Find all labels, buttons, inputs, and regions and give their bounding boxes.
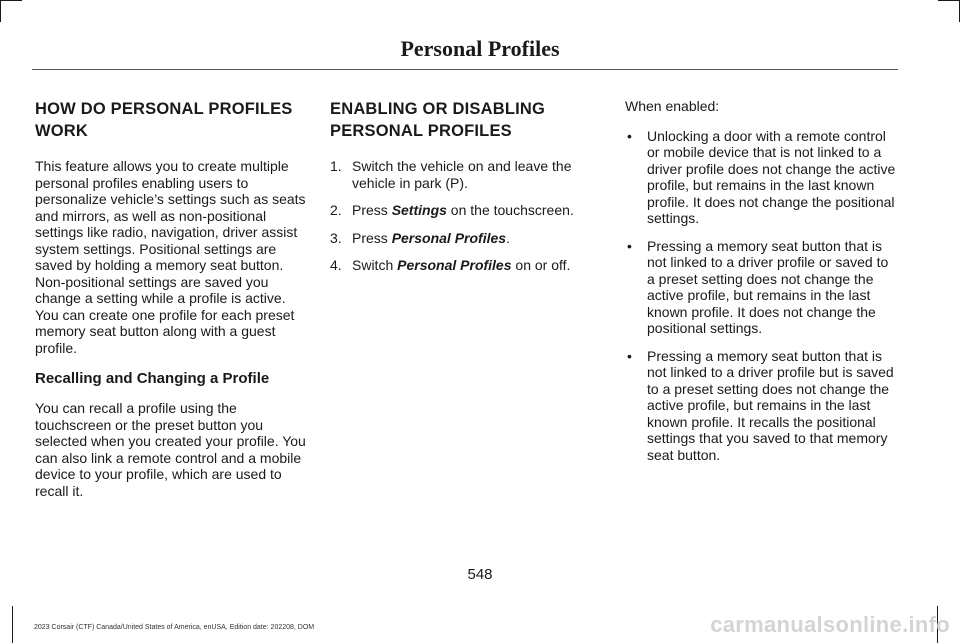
- step-item: [330, 202, 576, 219]
- step-text-pre: Switch: [352, 257, 398, 273]
- crop-mark-top-left: [0, 0, 1, 22]
- column-left: [35, 98, 307, 499]
- list-item-text: Unlocking a door with a remote control or mobile device that is not linked to a driver profile does not change the active profile, but remains in the last known profile. It does not change the positional settings.: [647, 127, 896, 226]
- page-title: Personal Profiles: [400, 36, 560, 61]
- step-text-pre: Press: [352, 229, 392, 246]
- column-middle: [330, 98, 576, 285]
- intro-paragraph: This feature allows you to create multiple personal profiles enabling users to personalize vehicle’s settings such as seats and mirrors, as well as non-positional settings like radio, navigation, driver assist system settings. Positional settings are saved by holding a memory seat button. Non-positional settings are saved you change a setting while a profile is active. You can create one profile for each preset memory seat button along with a guest profile.: [35, 158, 306, 356]
- crop-mark-top-right-h: [938, 0, 960, 1]
- step-menu-term: Settings: [391, 202, 447, 218]
- page-number: 548: [467, 566, 493, 583]
- subheading-recalling-profile: Recalling and Changing a Profile: [35, 370, 270, 387]
- bullet-glyph: •: [627, 237, 632, 254]
- list-item: [625, 238, 897, 337]
- list-item-text: Pressing a memory seat button that is not linked to a driver profile but is saved to a preset setting does not change the active profile, but remains in the last known profile. It recalls the positional settings that you saved to that memory seat button.: [647, 347, 894, 463]
- list-item-text: Pressing a memory seat button that is not linked to a driver profile or saved to a preset setting does not change the active profile, but remains in the last known profile. It does not change the positional settings.: [647, 237, 889, 336]
- list-item: [625, 128, 897, 227]
- bullet-glyph: •: [627, 347, 632, 364]
- step-text-post: on or off.: [511, 257, 571, 273]
- step-number: 1.: [330, 158, 342, 174]
- step-item: [330, 257, 576, 274]
- step-text: Switch the vehicle on and leave the vehicle in park (P).: [352, 158, 572, 191]
- step-item: [330, 158, 576, 191]
- enabled-behavior-list: [625, 128, 897, 464]
- step-menu-term: Personal Profiles: [391, 229, 507, 246]
- edition-footer: 2023 Corsair (CTF) Canada/United States of America, enUSA, Edition date: 202208, DOM: [34, 624, 315, 631]
- column-right: [625, 98, 897, 474]
- section-heading-how-profiles-work: HOW DO PERSONAL PROFILES WORK: [35, 100, 293, 140]
- step-text-pre: Press: [352, 202, 392, 218]
- when-enabled-lead: When enabled:: [625, 98, 720, 114]
- watermark: carmanualsonline.info: [710, 612, 950, 637]
- section-heading-enabling-profiles: ENABLING OR DISABLING PERSONAL PROFILES: [330, 100, 546, 140]
- step-number: 3.: [330, 229, 342, 246]
- step-text-post: on the touchscreen.: [446, 202, 574, 218]
- list-item: [625, 348, 897, 464]
- step-number: 2.: [330, 202, 342, 218]
- step-number: 4.: [330, 257, 342, 273]
- header-rule: [32, 69, 898, 70]
- crop-mark-top-left-h: [0, 0, 22, 1]
- recall-paragraph: You can recall a profile using the touchscreen or the preset button you selected when you created your profile. You can also link a remote control and a mobile device to your profile, which are used to recall it.: [35, 400, 306, 499]
- step-menu-term: Personal Profiles: [397, 257, 512, 273]
- crop-mark-bottom-left: [12, 606, 13, 643]
- steps-list: [330, 158, 576, 274]
- bullet-glyph: •: [627, 127, 632, 144]
- step-text-post: .: [506, 229, 510, 246]
- step-item: [330, 230, 576, 247]
